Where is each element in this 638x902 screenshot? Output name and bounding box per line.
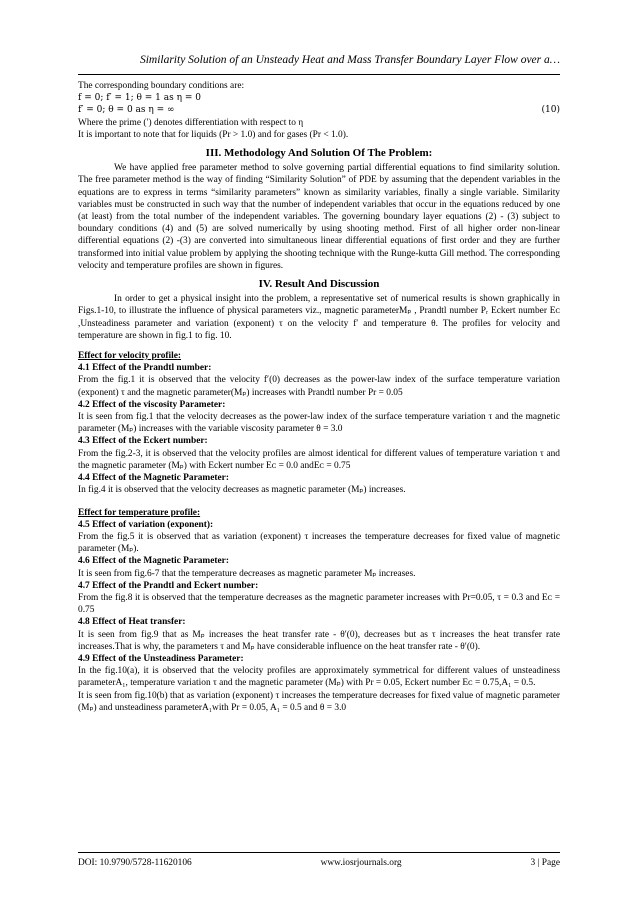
boundary-intro: The corresponding boundary conditions are: (78, 81, 245, 91)
subsection-4-3-text: From the fig.2-3, it is observed that the velocity profiles are almost identical for different values of temperature variation τ and the magnetic parameter (Mₚ) with Eckert number Eᴄ = 0.0 andEᴄ = 0.75 (78, 448, 560, 471)
subsection-4-5-title: 4.5 Effect of variation (exponent): (78, 519, 214, 530)
subsection-4-2-title: 4.2 Effect of the viscosity Parameter: (78, 399, 226, 410)
subsection-4-9-text-2: It is seen from fig.10(b) that as variation (exponent) τ increases the temperature decreases for fixed value of magnetic parameter (Mₚ) and unsteadiness parameterA₁with Pr = 0.05, A₁ = 0.5 and θ = 3.0 (78, 690, 560, 713)
page-body (78, 80, 560, 714)
boundary-eq-2: f′ = 0; θ = 0 as η = ∞ (78, 105, 175, 116)
subsection-4-8-title: 4.8 Effect of Heat transfer: (78, 617, 186, 628)
subsection-4-5-text: From the fig.5 it is observed that as variation (exponent) τ increases the temperature decreases for fixed value of magnetic parameter (Mₚ). (78, 531, 560, 555)
velocity-profile-title: Effect for velocity profile (78, 351, 178, 362)
prime-note: Where the prime (′) denotes differentiation with respect to η (78, 117, 304, 128)
footer-site[interactable]: www.iosrjournals.org (320, 858, 402, 868)
section-3-heading: III. Methodology And Solution Of The Problem: (205, 147, 433, 160)
subsection-4-4-title: 4.4 Effect of the Magnetic Parameter: (78, 473, 229, 484)
equation-number: (10) (541, 105, 560, 116)
subsection-4-6-title: 4.6 Effect of the Magnetic Parameter: (78, 556, 229, 567)
subsection-4-6-text: It is seen from fig.6-7 that the temperature decreases as magnetic parameter Mₚ increases. (78, 568, 416, 579)
subsection-4-7-title: 4.7 Effect of the Prandtl and Eckert number: (78, 580, 259, 591)
footer-page-number: 3 | Page (530, 858, 560, 868)
section-3-body: We have applied free parameter method to solve governing partial differential equations to find similarity solution. The free parameter method is the way of finding “Similarity Solution” of PDE by assuming that the dependent variables in the equations are to express in terms “similarity parameters” known as similarity variables, finally a single variable. Similarity variables must be constructed in such way that the number of independent variables that occur in the equations reduced by one (at least) from the total number of the independent variables. The governing boundary layer equations (2) - (3) subject to boundary conditions (4) and (5) are solved numerically by using shooting method. First of all higher order non-linear differential equations (2) -(3) are converted into simultaneous linear differential equations of first order and they are further transformed into initial value problem by applying the shooting technique with the Runge-kutta Gill method. The corresponding velocity and temperature profiles are shown in figures. (78, 163, 560, 271)
subsection-4-9-title: 4.9 Effect of the Unsteadiness Parameter: (78, 653, 244, 664)
section-4-heading: IV. Result And Discussion (258, 278, 380, 291)
header-rule (78, 74, 560, 75)
boundary-line-1 (78, 92, 560, 104)
footer-doi: DOI: 10.9790/5728-11620106 (78, 858, 192, 868)
subsection-4-7-text: From the fig.8 it is observed that the temperature decreases as the magnetic parameter increases with Pr=0.05, τ = 0.3 and Eᴄ = 0.75 (78, 592, 560, 616)
section-4-body: In order to get a physical insight into the problem, a representative set of numerical results is shown graphically in Figs.1-10, to illustrate the influence of physical parameters viz., magnetic parameterMₚ , Prandtl number Pᵣ Eckert number Eᴄ ,Unsteadiness parameter and variation (exponent) τ on the velocity f′ and temperature θ. The profiles for velocity and temperature are shown in fig.1 to fig. 10. (78, 294, 560, 341)
subsection-4-9-text: In the fig.10(a), it is observed that the velocity profiles are approximately symmetrical for different values of unsteadiness parameterA₁, temperature variation τ and the magnetic parameter (Mₚ) with Pr = 0.05, Eckert number Eᴄ = 0.75,A₁ = 0.5. (78, 666, 560, 689)
subsection-4-3-title: 4.3 Effect of the Eckert number: (78, 436, 208, 447)
subsection-4-8-text: It is seen from fig.9 that as Mₚ increases the heat transfer rate - θ′(0), decreases but as τ increases the heat transfer rate increases.That is why, the parameters τ and Mₚ have considerable influence on the heat transfer rate - θ′(0). (78, 629, 560, 652)
running-header: Similarity Solution of an Unsteady Heat and Mass Transfer Boundary Layer Flow over a… (139, 54, 560, 66)
boundary-line-2 (78, 104, 560, 116)
subsection-4-4-text: In fig.4 it is observed that the velocity decreases as magnetic parameter (Mₚ) increases. (78, 485, 406, 496)
subsection-4-2-text: It is seen from fig.1 that the velocity decreases as the power-law index of the surface temperature variation τ and the magnetic parameter (Mₚ) increases with the variable viscosity parameter θ = 3.0 (78, 412, 560, 435)
boundary-eq-1: f = 0; f′ = 1; θ = 1 as η = 0 (78, 93, 201, 104)
subsection-4-1-title: 4.1 Effect of the Prandtl number: (78, 363, 212, 374)
temperature-profile-heading: Effect for temperature profile: (78, 507, 201, 518)
subsection-4-1-text: From the fig.1 it is observed that the velocity f′(0) decreases as the power-law index of the surface temperature variation (exponent) τ and the magnetic parameter(Mₚ) increases with Prandtl number Pr = 0.05 (78, 375, 560, 398)
footer-rule (78, 852, 560, 853)
page-footer (78, 858, 560, 868)
pr-note: It is important to note that for liquids (Pr > 1.0) and for gases (Pr < 1.0). (78, 129, 349, 140)
velocity-profile-heading: Effect for velocity profile: (78, 351, 181, 362)
